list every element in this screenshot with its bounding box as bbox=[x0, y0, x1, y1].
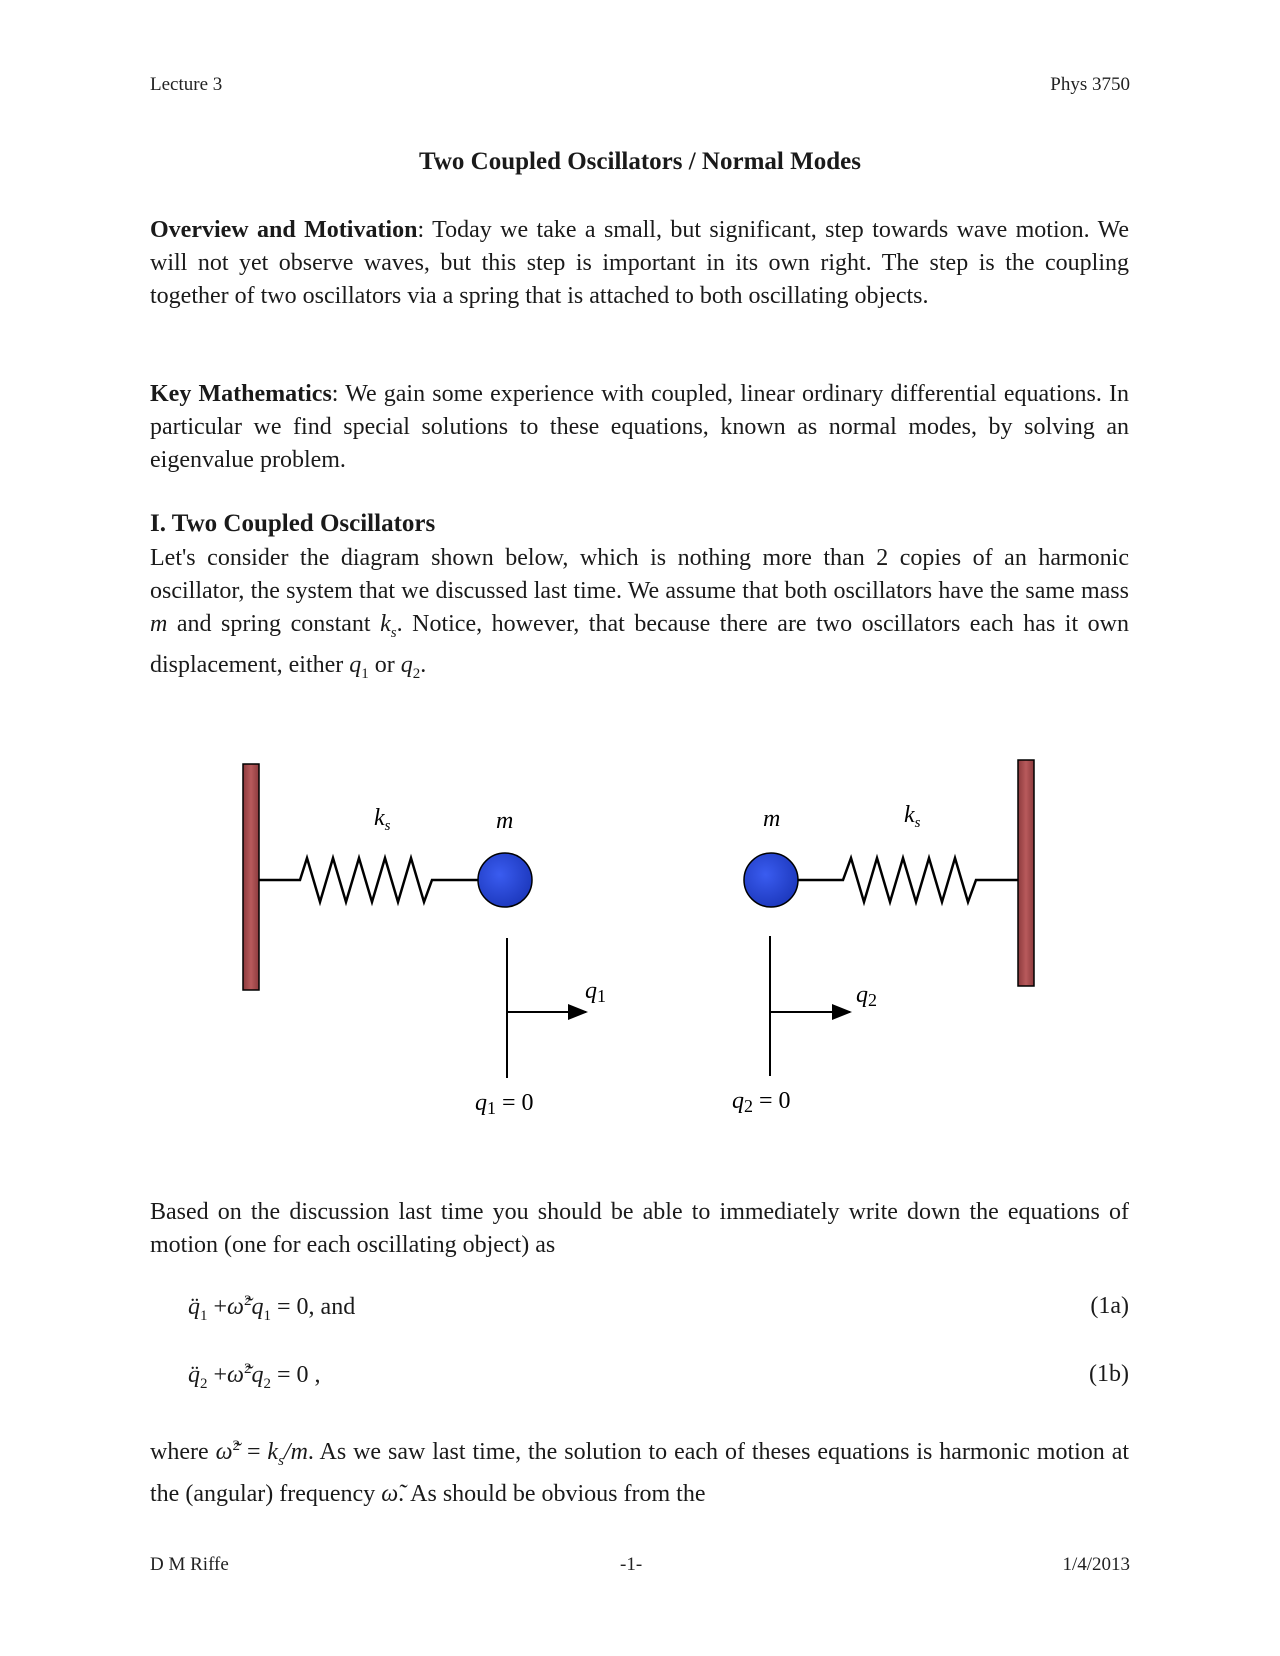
left-wall bbox=[243, 764, 259, 990]
eq1-sub: 1 bbox=[200, 1307, 208, 1324]
label-q2-zero: q2 = 0 bbox=[732, 1088, 791, 1116]
where-omega: ω̃ bbox=[215, 1439, 233, 1465]
label-q2: q2 bbox=[856, 982, 877, 1010]
where-k: k bbox=[267, 1439, 279, 1465]
equation-1a-number: (1a) bbox=[1090, 1293, 1129, 1319]
key-math-heading: Key Mathematics bbox=[150, 381, 332, 407]
overview-text: : Today we take a small, but significant, step towards wave motion. We will not yet observe waves, but this step is important in its own right. The step is the coupling together of two oscillators via a spring that is attached to both oscillating objects. bbox=[150, 217, 1130, 309]
eq2-sub: 2 bbox=[200, 1375, 208, 1392]
eq2-plus: + bbox=[213, 1362, 228, 1388]
section-heading: I. Two Coupled Oscillators bbox=[150, 510, 436, 537]
label-ks-right: $k_s$ bbox=[904, 802, 921, 831]
footer-left: D M Riffe bbox=[150, 1554, 229, 1575]
section1-text-a: Let's consider the diagram shown below, which is nothing more than 2 copies of an harmonic oscillator, the system that we discussed last time. We assume that both oscillators have the same mass bbox=[150, 545, 1129, 604]
eq2-q: q bbox=[251, 1362, 264, 1388]
header-right: Phys 3750 bbox=[1050, 74, 1130, 95]
eq2-sq: 2 bbox=[244, 1361, 252, 1377]
coupled-oscillators-diagram bbox=[0, 740, 1280, 1140]
eq2-qddot: q̈ bbox=[188, 1362, 200, 1388]
label-ks-left: $k_s$ bbox=[374, 805, 391, 834]
label-q1: q1 bbox=[585, 978, 606, 1006]
symbol-q2-sub: 2 bbox=[412, 665, 421, 682]
overview-paragraph bbox=[150, 214, 1129, 312]
eq1-qddot: q̈ bbox=[188, 1294, 200, 1320]
overview-heading: Overview and Motivation bbox=[150, 217, 418, 243]
left-spring bbox=[259, 858, 480, 902]
where-text-a: . As we saw last time, the solution to each of theses equations is harmonic motion at the (angular) frequency bbox=[150, 1439, 1130, 1507]
eq1-omega: ω̃ bbox=[227, 1294, 244, 1320]
section1-text-b: and spring constant bbox=[176, 610, 371, 637]
where-k-sub: s bbox=[278, 1452, 284, 1469]
eq1-q: q bbox=[251, 1294, 264, 1320]
where-text-b: . As should be obvious from the bbox=[398, 1480, 706, 1507]
where-eq: = bbox=[246, 1439, 261, 1465]
footer-center: -1- bbox=[620, 1554, 643, 1575]
equation-1a bbox=[188, 1293, 355, 1325]
eq1-plus: + bbox=[213, 1294, 228, 1320]
eq2-q-sub: 2 bbox=[263, 1375, 271, 1392]
eq1-rhs: = 0, and bbox=[277, 1294, 356, 1320]
key-math-paragraph bbox=[150, 378, 1129, 476]
eq2-rhs: = 0 , bbox=[277, 1362, 321, 1388]
symbol-k-sub: s bbox=[390, 624, 397, 641]
left-mass bbox=[478, 853, 532, 907]
equation-1b-number: (1b) bbox=[1089, 1361, 1129, 1387]
where-slash-m: /m bbox=[283, 1439, 308, 1465]
section1-text-c: . Notice, however, that because there are two oscillators each has it own displacement, either bbox=[150, 610, 1130, 679]
header-left: Lecture 3 bbox=[150, 74, 223, 95]
paragraph-equations-intro: Based on the discussion last time you should be able to immediately write down the equations of motion (one for each oscillating object) as bbox=[150, 1199, 1129, 1258]
symbol-m: m bbox=[150, 610, 168, 637]
section1-dot: . bbox=[420, 652, 427, 679]
section1-or: or bbox=[374, 652, 395, 679]
where-sq: 2 bbox=[232, 1438, 241, 1454]
label-m-left: m bbox=[496, 808, 514, 834]
right-wall bbox=[1018, 760, 1034, 986]
key-math-text: : We gain some experience with coupled, linear ordinary differential equations. In particular we find special solutions to these equations, known as normal modes, by solving an eigenvalue problem. bbox=[150, 381, 1130, 473]
paragraph-where bbox=[150, 1430, 1129, 1510]
symbol-k: k bbox=[380, 610, 391, 637]
symbol-q1-sub: 1 bbox=[361, 665, 369, 682]
where-omega-2: ω̃ bbox=[381, 1480, 399, 1507]
eq1-sq: 2 bbox=[244, 1293, 252, 1309]
eq2-omega: ω̃ bbox=[227, 1362, 244, 1388]
eq1-q-sub: 1 bbox=[263, 1307, 271, 1324]
label-m-right: m bbox=[763, 806, 781, 832]
page-title: Two Coupled Oscillators / Normal Modes bbox=[419, 148, 861, 175]
section1-paragraph bbox=[150, 542, 1129, 691]
right-mass bbox=[744, 853, 798, 907]
equation-1b bbox=[188, 1361, 321, 1393]
symbol-q2: q bbox=[400, 652, 413, 679]
symbol-q1: q bbox=[349, 652, 362, 679]
where-word: where bbox=[150, 1439, 209, 1465]
footer-right: 1/4/2013 bbox=[1062, 1554, 1130, 1575]
label-q1-zero: q1 = 0 bbox=[475, 1090, 534, 1118]
right-spring bbox=[796, 858, 1018, 902]
